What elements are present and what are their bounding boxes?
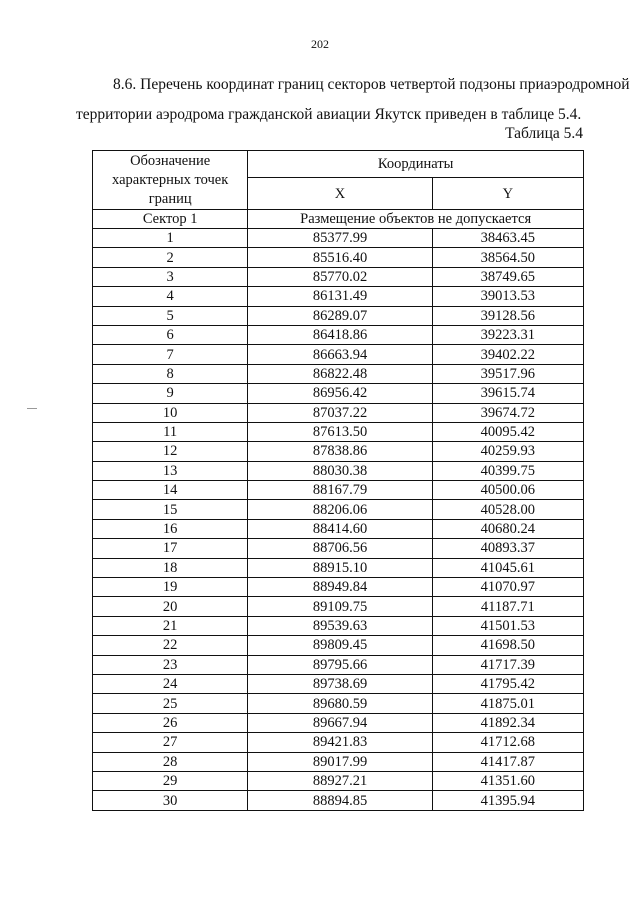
- y-coordinate-cell: 38749.65: [432, 267, 583, 286]
- point-number-cell: 14: [93, 481, 248, 500]
- x-coordinate-cell: 88206.06: [248, 500, 432, 519]
- point-number-cell: 7: [93, 345, 248, 364]
- point-number-cell: 19: [93, 578, 248, 597]
- table-row: [93, 539, 584, 558]
- y-coordinate-cell: 41187.71: [432, 597, 583, 616]
- x-coordinate-cell: 89738.69: [248, 674, 432, 693]
- intro-paragraph: [76, 70, 630, 130]
- point-number-cell: 16: [93, 519, 248, 538]
- table-row: [93, 578, 584, 597]
- table-body: [93, 210, 584, 811]
- table-row: [93, 364, 584, 383]
- header-points: Обозначение характерных точек границ: [93, 151, 248, 210]
- x-coordinate-cell: 88894.85: [248, 791, 432, 810]
- point-number-cell: 20: [93, 597, 248, 616]
- y-coordinate-cell: 39615.74: [432, 384, 583, 403]
- point-number-cell: 17: [93, 539, 248, 558]
- x-coordinate-cell: 89109.75: [248, 597, 432, 616]
- header-coordinates: Координаты: [248, 151, 584, 178]
- x-coordinate-cell: 86131.49: [248, 287, 432, 306]
- y-coordinate-cell: 41395.94: [432, 791, 583, 810]
- sector-note: Размещение объектов не допускается: [248, 210, 584, 229]
- y-coordinate-cell: 40500.06: [432, 481, 583, 500]
- table-row: [93, 403, 584, 422]
- table-row: [93, 345, 584, 364]
- intro-paragraph-line-1: 8.6. Перечень координат границ секторов четвертой подзоны приаэродромной: [113, 76, 630, 93]
- point-number-cell: 30: [93, 791, 248, 810]
- header-x: X: [248, 178, 432, 210]
- x-coordinate-cell: 88167.79: [248, 481, 432, 500]
- y-coordinate-cell: 41351.60: [432, 771, 583, 790]
- table-row: [93, 229, 584, 248]
- table-row: [93, 616, 584, 635]
- point-number-cell: 4: [93, 287, 248, 306]
- point-number-cell: 9: [93, 384, 248, 403]
- y-coordinate-cell: 41417.87: [432, 752, 583, 771]
- x-coordinate-cell: 87613.50: [248, 422, 432, 441]
- table-row: [93, 771, 584, 790]
- x-coordinate-cell: 85770.02: [248, 267, 432, 286]
- table-row: [93, 500, 584, 519]
- y-coordinate-cell: 41892.34: [432, 713, 583, 732]
- x-coordinate-cell: 86418.86: [248, 325, 432, 344]
- scan-artifact-mark: [27, 408, 37, 409]
- point-number-cell: 26: [93, 713, 248, 732]
- point-number-cell: 11: [93, 422, 248, 441]
- x-coordinate-cell: 89795.66: [248, 655, 432, 674]
- sector-row: [93, 210, 584, 229]
- table-row: [93, 791, 584, 810]
- point-number-cell: 13: [93, 461, 248, 480]
- y-coordinate-cell: 41045.61: [432, 558, 583, 577]
- table-row: [93, 306, 584, 325]
- point-number-cell: 1: [93, 229, 248, 248]
- point-number-cell: 24: [93, 674, 248, 693]
- y-coordinate-cell: 41717.39: [432, 655, 583, 674]
- y-coordinate-cell: 38564.50: [432, 248, 583, 267]
- table-header-row: [93, 151, 584, 178]
- coordinates-table: [92, 150, 584, 811]
- y-coordinate-cell: 39402.22: [432, 345, 583, 364]
- y-coordinate-cell: 41698.50: [432, 636, 583, 655]
- y-coordinate-cell: 40259.93: [432, 442, 583, 461]
- table-row: [93, 461, 584, 480]
- table-row: [93, 481, 584, 500]
- y-coordinate-cell: 39223.31: [432, 325, 583, 344]
- y-coordinate-cell: 40095.42: [432, 422, 583, 441]
- x-coordinate-cell: 86289.07: [248, 306, 432, 325]
- point-number-cell: 2: [93, 248, 248, 267]
- table-row: [93, 325, 584, 344]
- y-coordinate-cell: 39517.96: [432, 364, 583, 383]
- point-number-cell: 22: [93, 636, 248, 655]
- x-coordinate-cell: 88706.56: [248, 539, 432, 558]
- table-row: [93, 694, 584, 713]
- table-row: [93, 752, 584, 771]
- y-coordinate-cell: 40399.75: [432, 461, 583, 480]
- point-number-cell: 12: [93, 442, 248, 461]
- x-coordinate-cell: 89421.83: [248, 733, 432, 752]
- y-coordinate-cell: 39674.72: [432, 403, 583, 422]
- x-coordinate-cell: 86956.42: [248, 384, 432, 403]
- sector-name: Сектор 1: [93, 210, 248, 229]
- table-row: [93, 558, 584, 577]
- x-coordinate-cell: 88414.60: [248, 519, 432, 538]
- point-number-cell: 3: [93, 267, 248, 286]
- x-coordinate-cell: 85516.40: [248, 248, 432, 267]
- table-row: [93, 442, 584, 461]
- y-coordinate-cell: 41712.68: [432, 733, 583, 752]
- point-number-cell: 21: [93, 616, 248, 635]
- x-coordinate-cell: 89680.59: [248, 694, 432, 713]
- y-coordinate-cell: 40528.00: [432, 500, 583, 519]
- point-number-cell: 29: [93, 771, 248, 790]
- table-row: [93, 287, 584, 306]
- table-row: [93, 636, 584, 655]
- header-y: Y: [432, 178, 583, 210]
- x-coordinate-cell: 86663.94: [248, 345, 432, 364]
- table-row: [93, 713, 584, 732]
- x-coordinate-cell: 88030.38: [248, 461, 432, 480]
- point-number-cell: 10: [93, 403, 248, 422]
- point-number-cell: 27: [93, 733, 248, 752]
- point-number-cell: 23: [93, 655, 248, 674]
- x-coordinate-cell: 89539.63: [248, 616, 432, 635]
- point-number-cell: 18: [93, 558, 248, 577]
- x-coordinate-cell: 87838.86: [248, 442, 432, 461]
- point-number-cell: 28: [93, 752, 248, 771]
- x-coordinate-cell: 88927.21: [248, 771, 432, 790]
- x-coordinate-cell: 87037.22: [248, 403, 432, 422]
- y-coordinate-cell: 39128.56: [432, 306, 583, 325]
- table-row: [93, 267, 584, 286]
- table-caption: Таблица 5.4: [505, 125, 583, 142]
- page-number: 202: [311, 37, 329, 51]
- point-number-cell: 8: [93, 364, 248, 383]
- table-row: [93, 519, 584, 538]
- table-row: [93, 674, 584, 693]
- table-row: [93, 597, 584, 616]
- y-coordinate-cell: 41501.53: [432, 616, 583, 635]
- y-coordinate-cell: 41070.97: [432, 578, 583, 597]
- table-row: [93, 655, 584, 674]
- x-coordinate-cell: 89667.94: [248, 713, 432, 732]
- point-number-cell: 5: [93, 306, 248, 325]
- x-coordinate-cell: 89017.99: [248, 752, 432, 771]
- y-coordinate-cell: 40893.37: [432, 539, 583, 558]
- table-row: [93, 733, 584, 752]
- intro-paragraph-line-2: территории аэродрома гражданской авиации Якутск приведен в таблице 5.4.: [76, 106, 582, 123]
- x-coordinate-cell: 86822.48: [248, 364, 432, 383]
- x-coordinate-cell: 88915.10: [248, 558, 432, 577]
- y-coordinate-cell: 40680.24: [432, 519, 583, 538]
- point-number-cell: 25: [93, 694, 248, 713]
- y-coordinate-cell: 38463.45: [432, 229, 583, 248]
- table-row: [93, 248, 584, 267]
- y-coordinate-cell: 39013.53: [432, 287, 583, 306]
- point-number-cell: 15: [93, 500, 248, 519]
- y-coordinate-cell: 41875.01: [432, 694, 583, 713]
- x-coordinate-cell: 85377.99: [248, 229, 432, 248]
- x-coordinate-cell: 88949.84: [248, 578, 432, 597]
- x-coordinate-cell: 89809.45: [248, 636, 432, 655]
- point-number-cell: 6: [93, 325, 248, 344]
- table-row: [93, 384, 584, 403]
- table-row: [93, 422, 584, 441]
- y-coordinate-cell: 41795.42: [432, 674, 583, 693]
